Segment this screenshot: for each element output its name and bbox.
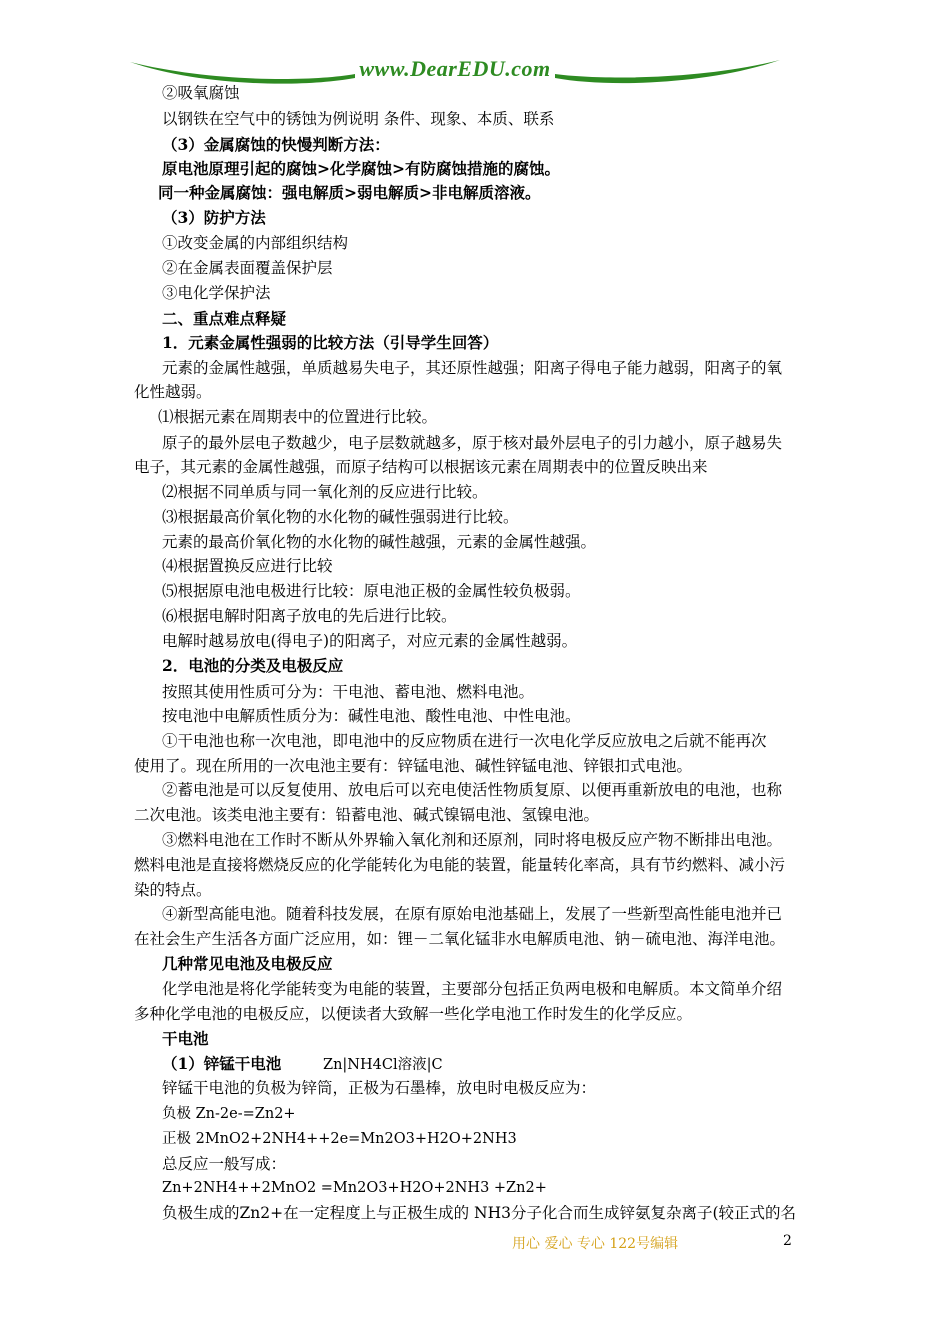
section-heading: 2．电池的分类及电极反应 <box>162 656 344 675</box>
text-line: ②蓄电池是可以反复使用、放电后可以充电使活性物质复原、以便再重新放电的电池，也称 <box>162 781 783 799</box>
subheading: （1）锌锰干电池 <box>162 1054 282 1073</box>
subheading: 干电池 <box>162 1029 209 1048</box>
subheading: 几种常见电池及电极反应 <box>162 954 333 973</box>
text-line: 锌锰干电池的负极为锌筒，正极为石墨棒，放电时电极反应为： <box>162 1079 597 1097</box>
site-url: www.DearEDU.com <box>359 56 551 81</box>
text-line: ③燃料电池在工作时不断从外界输入氧化剂和还原剂，同时将电极反应产物不断排出电池。 <box>162 831 783 849</box>
text-line: 化性越弱。 <box>134 383 212 401</box>
text-line: 电解时越易放电(得电子)的阳离子，对应元素的金属性越弱。 <box>162 632 578 650</box>
text-line: 负极生成的Zn2+在一定程度上与正极生成的 NH3分子化合而生成锌氨复杂离子(较正式的名 <box>162 1204 797 1222</box>
text-line: ③电化学保护法 <box>162 284 271 302</box>
text-line: ①改变金属的内部组织结构 <box>162 234 349 252</box>
text-line: 按照其使用性质可分为：干电池、蓄电池、燃料电池。 <box>162 683 535 701</box>
text-line: 燃料电池是直接将燃烧反应的化学能转化为电能的装置，能量转化率高，具有节约燃料、减小污 <box>134 856 786 874</box>
text-line: ⑶根据最高价氧化物的水化物的碱性强弱进行比较。 <box>162 508 519 526</box>
section-heading: 1．元素金属性强弱的比较方法（引导学生回答） <box>162 333 499 352</box>
text-line: 化学电池是将化学能转变为电能的装置，主要部分包括正负两电极和电解质。本文简单介绍 <box>162 980 783 998</box>
text-line: ⑵根据不同单质与同一氧化剂的反应进行比较。 <box>162 483 488 501</box>
section-heading: 二、重点难点释疑 <box>162 309 287 328</box>
text-line: 电子，其元素的金属性越强，而原子结构可以根据该元素在周期表中的位置反映出来 <box>134 458 708 476</box>
text-line: ②吸氧腐蚀 <box>162 84 240 102</box>
text-line: 元素的金属性越强，单质越易失电子，其还原性越强；阳离子得电子能力越弱，阳离子的氧 <box>162 359 783 377</box>
text-line: ⑸根据原电池电极进行比较：原电池正极的金属性较负极弱。 <box>162 582 581 600</box>
cell-notation: Zn|NH4Cl溶液|C <box>323 1057 443 1073</box>
text-line: 以钢铁在空气中的锈蚀为例说明 条件、现象、本质、联系 <box>162 110 555 128</box>
text-line: ⑴根据元素在周期表中的位置进行比较。 <box>158 408 438 426</box>
subheading: （3）金属腐蚀的快慢判断方法： <box>162 135 390 154</box>
text-line: ④新型高能电池。随着科技发展，在原有原始电池基础上，发展了一些新型高性能电池并已 <box>162 905 783 923</box>
equation: 负极 Zn-2e-=Zn2+ <box>162 1106 296 1122</box>
text-line: 元素的最高价氧化物的水化物的碱性越强，元素的金属性越强。 <box>162 533 597 551</box>
text-line: ⑷根据置换反应进行比较 <box>162 557 333 575</box>
subheading: （3）防护方法 <box>162 208 266 227</box>
equation: Zn+2NH4++2MnO2 =Mn2O3+H2O+2NH3 +Zn2+ <box>162 1180 547 1196</box>
bold-line: 同一种金属腐蚀：强电解质>弱电解质>非电解质溶液。 <box>158 183 541 202</box>
page-number: 2 <box>783 1233 792 1249</box>
text-line: 使用了。现在所用的一次电池主要有：锌锰电池、碱性锌锰电池、锌银扣式电池。 <box>134 757 693 775</box>
text-line: 按电池中电解质性质分为：碱性电池、酸性电池、中性电池。 <box>162 707 581 725</box>
equation: 正极 2MnO2+2NH4++2e=Mn2O3+H2O+2NH3 <box>162 1131 517 1147</box>
text-line: 多种化学电池的电极反应，以便读者大致解一些化学电池工作时发生的化学反应。 <box>134 1005 693 1023</box>
text-line: 总反应一般写成： <box>162 1155 287 1173</box>
text-line: ⑹根据电解时阳离子放电的先后进行比较。 <box>162 607 457 625</box>
footer-slogan: 用心 爱心 专心 122号编辑 <box>512 1236 679 1252</box>
bold-line: 原电池原理引起的腐蚀>化学腐蚀>有防腐蚀措施的腐蚀。 <box>162 159 560 178</box>
text-line: ①干电池也称一次电池，即电池中的反应物质在进行一次电化学反应放电之后就不能再次 <box>162 732 767 750</box>
text-line: ②在金属表面覆盖保护层 <box>162 259 333 277</box>
text-line: 染的特点。 <box>134 881 212 899</box>
text-line: 在社会生产生活各方面广泛应用，如：锂－二氧化锰非水电解质电池、钠－硫电池、海洋电池。 <box>134 930 786 948</box>
text-line: 二次电池。该类电池主要有：铅蓄电池、碱式镍镉电池、氢镍电池。 <box>134 806 600 824</box>
text-line: 原子的最外层电子数越少，电子层数就越多，原于核对最外层电子的引力越小，原子越易失 <box>162 434 783 452</box>
